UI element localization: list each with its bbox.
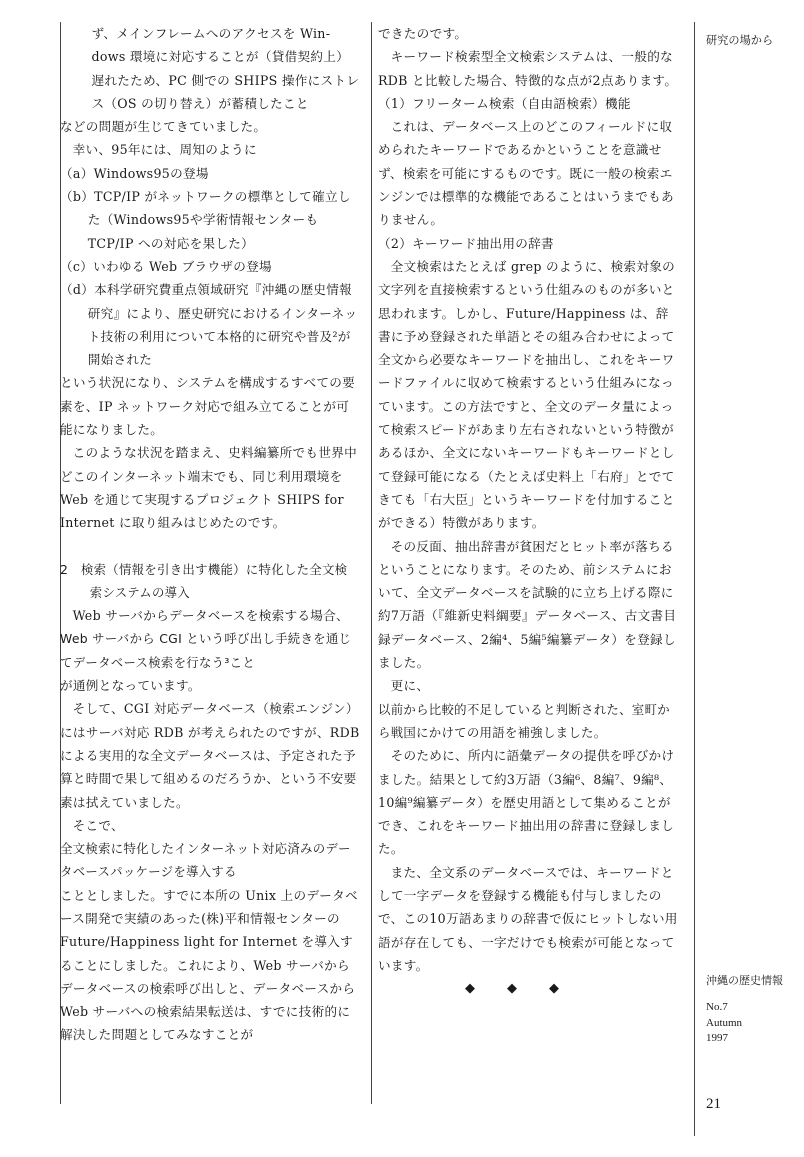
paragraph: が通例となっています。 — [60, 678, 201, 694]
paragraph: ス（OS の切り替え）が蓄積したこと — [91, 95, 309, 111]
subheading: （2）キーワード抽出用の辞書 — [378, 235, 554, 251]
section-title: 研究の場から — [706, 34, 774, 47]
middle-column-rule — [371, 22, 372, 1104]
paragraph: 更に、 — [390, 678, 430, 694]
section-heading: 2 検索（情報を引き出す機能）に特化した全文検索システムの導入 — [60, 561, 348, 600]
middle-column — [378, 22, 678, 1000]
issue-info — [706, 1000, 742, 1047]
sidebar-rule — [694, 22, 695, 1136]
list-item: （c）いわゆる Web ブラウザの登場 — [60, 258, 272, 274]
paragraph: 全文検索はたとえば grep のように、検索対象の文字列を直接検索するという仕組みのものが多いと思われます。しかし、Future/Happiness は、辞書に予め登録された単語とその組み合わせによって全文から必要なキーワードを抽出し、これをキーワードファイルに収めて検索するという仕組みになっています。この方法ですと、全文のデータ量によって検索スピードがあまり左右されないという特徴があるほか、全文にないキーワードもキーワードとして登録可能になる（たとえば史料上「右府」とでてきても「右大臣」というキーワードを付加することができる）特徴があります。 — [378, 258, 675, 531]
paragraph: などの問題が生じてきていました。 — [60, 119, 267, 135]
emphasis-text: 以前から比較的不足していると判断された、室町から戦国にかけての用語を補強しました。 — [378, 701, 670, 740]
subheading: （1）フリーターム検索（自由語検索）機能 — [378, 95, 631, 111]
paragraph: Web サーバからデータベースを検索する場合、 — [72, 608, 349, 624]
paragraph: ず、メインフレームへのアクセスを Win- — [91, 26, 331, 41]
paragraph: という状況になり、システムを構成するすべての要素を、IP ネットワーク対応で組み立てることが可能になりました。 — [60, 375, 356, 438]
issue-number: No.7 — [706, 1001, 728, 1013]
paragraph: このような状況を踏まえ、史料編纂所でも世界中どこのインターネット端末でも、同じ利用環境を Web を通じて実現するプロジェクト SHIPS for Internet に取り組みはじめたのです。 — [60, 445, 358, 531]
paragraph: これは、データベース上のどこのフィールドに収められたキーワードであるかということを意識せず、検索を可能にするものです。既に一般の検索エンジンでは標準的な機能であることはいうまでもありません。 — [378, 119, 674, 228]
list-item: （a）Windows95の登場 — [60, 165, 209, 181]
paragraph: そのために、所内に語彙データの提供を呼びかけました。結果として約3万語（3編⁶、8編⁷、9編⁸、10編⁹編纂データ）を歴史用語として集めることができ、これをキーワード抽出用の辞書に登録しました。 — [378, 748, 675, 857]
issue-season: Autumn — [706, 1016, 743, 1029]
paragraph: こととしました。すでに本所の Unix 上のデータベース開発で実績のあった(株)平和情報センターの Future/Happiness light for Internet を導入することにしました。これにより、Web サーバからデータベースの検索呼び出しと、データベースから Web サーバへの検索結果転送は、すでに技術的に解決した問題としてみなすことが — [60, 887, 358, 1043]
emphasis-text: 全文検索に特化したインターネット対応済みのデータベースパッケージを導入する — [60, 841, 351, 880]
paragraph: 幸い、95年には、周知のように — [72, 142, 257, 158]
paragraph: その反面、抽出辞書が貧困だとヒット率が落ちるということになります。そのため、前システムにおいて、全文データベースを試験的に立ち上げる際に約7万語（『維新史料綱要』データベース、古文書目録データベース、2編⁴、5編⁵編纂データ）を登録しました。 — [378, 538, 677, 671]
emphasis-text: Web サーバから CGI という呼び出し手続きを通じてデータベース検索を行なう³こと — [60, 631, 352, 670]
paragraph: また、全文系のデータベースでは、キーワードとして一字データを登録する機能も付与しましたので、この10万語あまりの辞書で仮にヒットしない用語が存在しても、一字だけでも検索が可能となっています。 — [378, 864, 678, 973]
issue-year: 1997 — [706, 1032, 728, 1044]
paragraph: そして、CGI 対応データベース（検索エンジン）にはサーバ対応 RDB が考えられたのですが、RDB による実用的な全文データベースは、予定された予算と時間で果して組めるのだろうか、という不安要素は拭えていました。 — [60, 701, 360, 810]
paragraph: dows 環境に対応することが（貸借契約上） — [91, 49, 350, 65]
section-end-diamonds: ◆◆◆ — [465, 981, 591, 997]
magazine-title: 沖縄の歴史情報 — [706, 974, 783, 987]
list-item: （d）本科学研究費重点領域研究『沖縄の歴史情報研究』により、歴史研究におけるインターネット技術の利用について本格的に研究や普及²が開始された — [60, 282, 358, 368]
paragraph: できたのです。 — [378, 26, 468, 41]
paragraph: キーワード検索型全文検索システムは、一般的な RDB と比較した場合、特徴的な点が2点あります。 — [378, 49, 678, 88]
paragraph: 遅れたため、PC 側での SHIPS 操作にストレ — [91, 72, 360, 88]
paragraph: そこで、 — [72, 817, 124, 833]
left-column — [60, 22, 360, 1047]
page-number: 21 — [706, 1096, 721, 1112]
list-item: （b）TCP/IP がネットワークの標準として確立した（Windows95や学術情報センターも TCP/IP への対応を果した） — [60, 189, 351, 251]
